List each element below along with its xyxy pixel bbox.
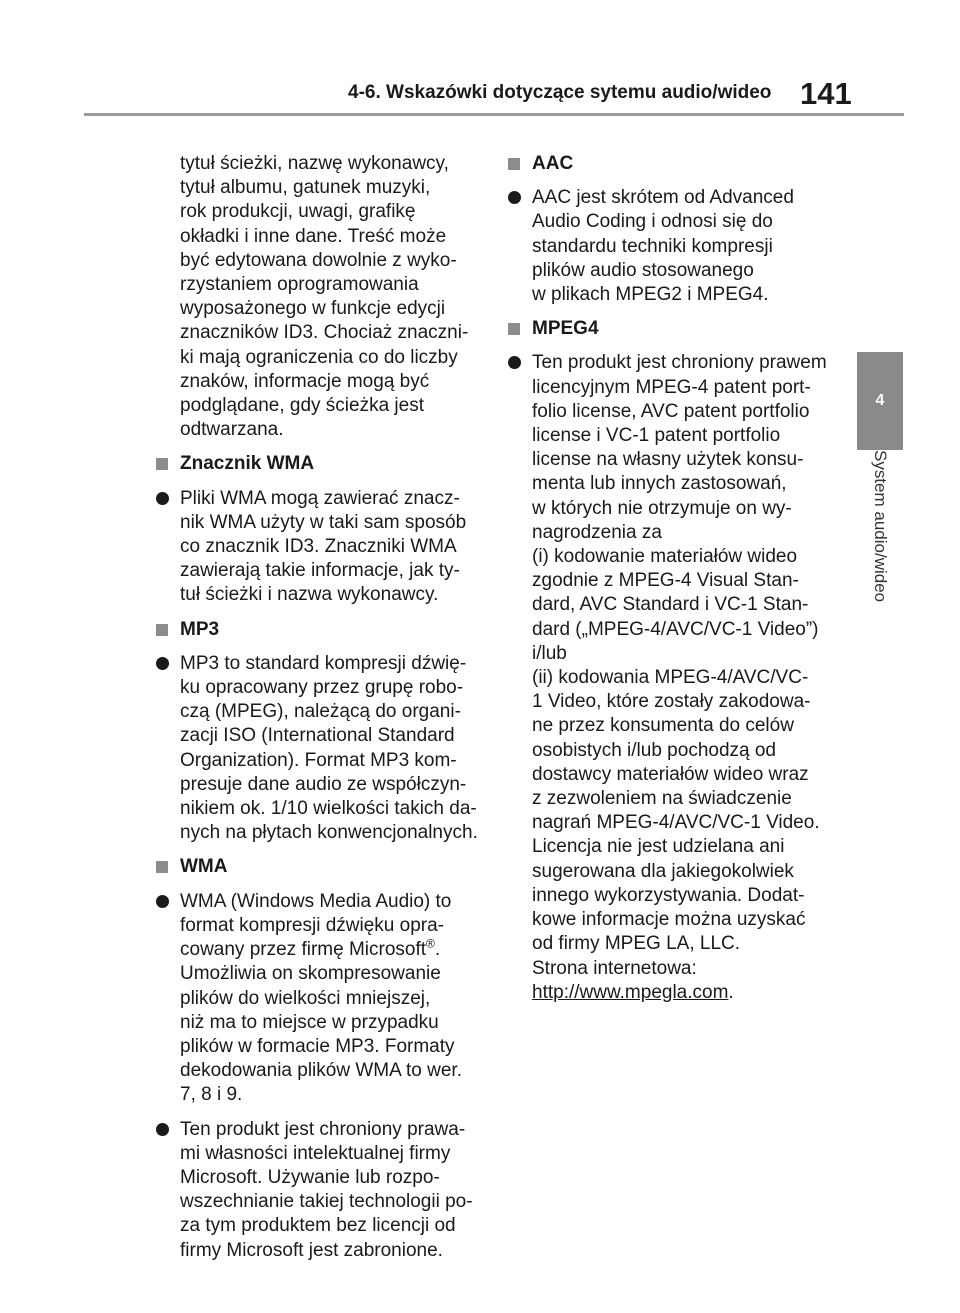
text-line: nagrodzenia za [532,521,662,543]
text-line: osobistych i/lub pochodzą od [532,739,776,761]
mpegla-link[interactable]: http://www.mpegla.com [532,981,729,1003]
text-line: AAC jest skrótem od Advanced [532,187,794,209]
heading-text: MP3 [180,618,220,640]
text-line: dard, AVC Standard i VC-1 Stan- [532,594,809,616]
square-bullet-icon [508,323,520,335]
mp3-paragraph [156,652,478,846]
text-line: nik WMA użyty w taki sam sposób [180,511,467,533]
text-line: w których nie otrzymuje on wy- [532,497,792,519]
text-line: co znacznik ID3. Znaczniki WMA [180,536,457,558]
text-line: czą (MPEG), należącą do organi- [180,701,461,723]
text-line: firmy Microsoft jest zabronione. [180,1239,443,1261]
chapter-number: 4 [875,392,885,409]
text-line: zacji ISO (International Standard [180,725,455,747]
text-line [532,981,830,1005]
text-line: Strona internetowa: [532,957,697,979]
heading-text: WMA [180,856,228,878]
round-bullet-icon [156,492,169,505]
round-bullet-icon [508,191,521,204]
wma-paragraph [156,890,478,1108]
text-line: Pliki WMA mogą zawierać znacz- [180,487,460,509]
text-line: license na własny użytek konsu- [532,449,804,471]
text-line: innego wykorzystywania. Dodat- [532,884,805,906]
text-line: i/lub [532,642,567,664]
text-line: format kompresji dźwięku opra- [180,914,444,936]
text-fragment: cowany przez firmę Microsoft [180,939,427,961]
text-line: zgodnie z MPEG-4 Visual Stan- [532,570,799,592]
text-line: zawierają takie informacje, jak ty- [180,560,460,582]
text-line: wyposażonego w funkcje edycji [180,298,446,320]
mp3-heading [156,618,478,642]
wma-protection-paragraph [156,1118,478,1263]
header-divider [84,113,904,116]
text-line: folio license, AVC patent portfolio [532,400,810,422]
round-bullet-icon [156,1123,169,1136]
square-bullet-icon [508,158,520,170]
text-line: presuje dane audio ze współczyn- [180,773,467,795]
text-line: rok produkcji, uwagi, grafikę [180,201,416,223]
text-line: w plikach MPEG2 i MPEG4. [532,284,769,306]
square-bullet-icon [156,458,168,470]
text-line: nych na płytach konwencjonalnych. [180,822,478,844]
right-column [508,152,830,1015]
heading-text: Znacznik WMA [180,453,315,475]
wma-tag-heading [156,452,478,476]
text-line: znaków, informacje mogą być [180,370,430,392]
text-line: ne przez konsumenta do celów [532,715,794,737]
text-fragment: . [728,981,734,1003]
text-line: nikiem ok. 1/10 wielkości takich da- [180,798,477,820]
text-line: ki mają ograniczenia co do liczby [180,346,458,368]
text-line: znaczników ID3. Chociaż znaczni- [180,322,469,344]
square-bullet-icon [156,624,168,636]
text-line: 1 Video, które zostały zakodowa- [532,691,811,713]
text-line: Organization). Format MP3 kom- [180,749,457,771]
text-line: rzystaniem oprogramowania [180,274,419,296]
text-line: plików audio stosowanego [532,259,754,281]
text-line: mi własności intelektualnej firmy [180,1142,451,1164]
chapter-label: System audio/wideo [871,449,890,603]
text-line: nagrań MPEG-4/AVC/VC-1 Video. [532,812,820,834]
text-line: (ii) kodowania MPEG-4/AVC/VC- [532,667,809,689]
text-line: plików w formacie MP3. Formaty [180,1035,455,1057]
text-line: standardu techniki kompresji [532,235,773,257]
round-bullet-icon [508,356,521,369]
text-line: za tym produktem bez licencji od [180,1215,456,1237]
text-line: (i) kodowanie materiałów wideo [532,546,798,568]
round-bullet-icon [156,657,169,670]
section-title: 4-6. Wskazówki dotyczące sytemu audio/wideo [348,82,772,103]
intro-paragraph [156,152,478,442]
text-line: Microsoft. Używanie lub rozpo- [180,1166,440,1188]
mpeg4-paragraph [508,351,830,1004]
text-line: tuł ścieżki i nazwa wykonawcy. [180,584,439,606]
text-line: niż ma to miejsce w przypadku [180,1011,439,1033]
text-line: tytuł ścieżki, nazwę wykonawcy, [180,153,449,174]
wma-tag-paragraph [156,487,478,608]
aac-paragraph [508,186,830,307]
left-column [156,152,478,1273]
text-line: Ten produkt jest chroniony prawa- [180,1118,466,1140]
text-line: odtwarzana. [180,419,284,441]
wma-heading [156,855,478,879]
text-line: sugerowana dla jakiegokolwiek [532,860,794,882]
text-line: licencyjnym MPEG-4 patent port- [532,376,811,398]
text-line: Umożliwia on skompresowanie [180,963,441,985]
text-line: od firmy MPEG LA, LLC. [532,933,741,955]
text-line: license i VC-1 patent portfolio [532,425,781,447]
text-line: Licencja nie jest udzielana ani [532,836,785,858]
heading-text: MPEG4 [532,318,599,340]
text-line: menta lub innych zastosowań, [532,473,787,495]
square-bullet-icon [156,861,168,873]
aac-heading [508,152,830,176]
text-line: z zezwoleniem na świadczenie [532,788,792,810]
text-line: być edytowana dowolnie z wyko- [180,249,457,271]
text-line [180,938,478,962]
text-line: kowe informacje można uzyskać [532,909,806,931]
text-line: dard („MPEG-4/AVC/VC-1 Video”) [532,618,819,640]
page-number: 141 [800,76,852,111]
text-line: 7, 8 i 9. [180,1084,243,1106]
text-line: tytuł albumu, gatunek muzyki, [180,177,431,199]
text-line: okładki i inne dane. Treść może [180,225,447,247]
text-line: wszechnianie takiej technologii po- [180,1191,473,1213]
text-line: MP3 to standard kompresji dźwię- [180,652,467,674]
text-line: podglądane, gdy ścieżka jest [180,395,424,417]
text-line: Audio Coding i odnosi się do [532,211,773,233]
heading-text: AAC [532,153,574,174]
registered-mark: ® [426,936,435,951]
text-line: dostawcy materiałów wideo wraz [532,763,809,785]
mpeg4-heading [508,317,830,341]
text-line: ku opracowany przez grupę robo- [180,677,464,699]
text-line: dekodowania plików WMA to wer. [180,1060,462,1082]
text-fragment: . [434,939,441,961]
text-line: Ten produkt jest chroniony prawem [532,352,827,374]
text-line: WMA (Windows Media Audio) to [180,890,452,912]
text-line: plików do wielkości mniejszej, [180,987,431,1009]
round-bullet-icon [156,895,169,908]
